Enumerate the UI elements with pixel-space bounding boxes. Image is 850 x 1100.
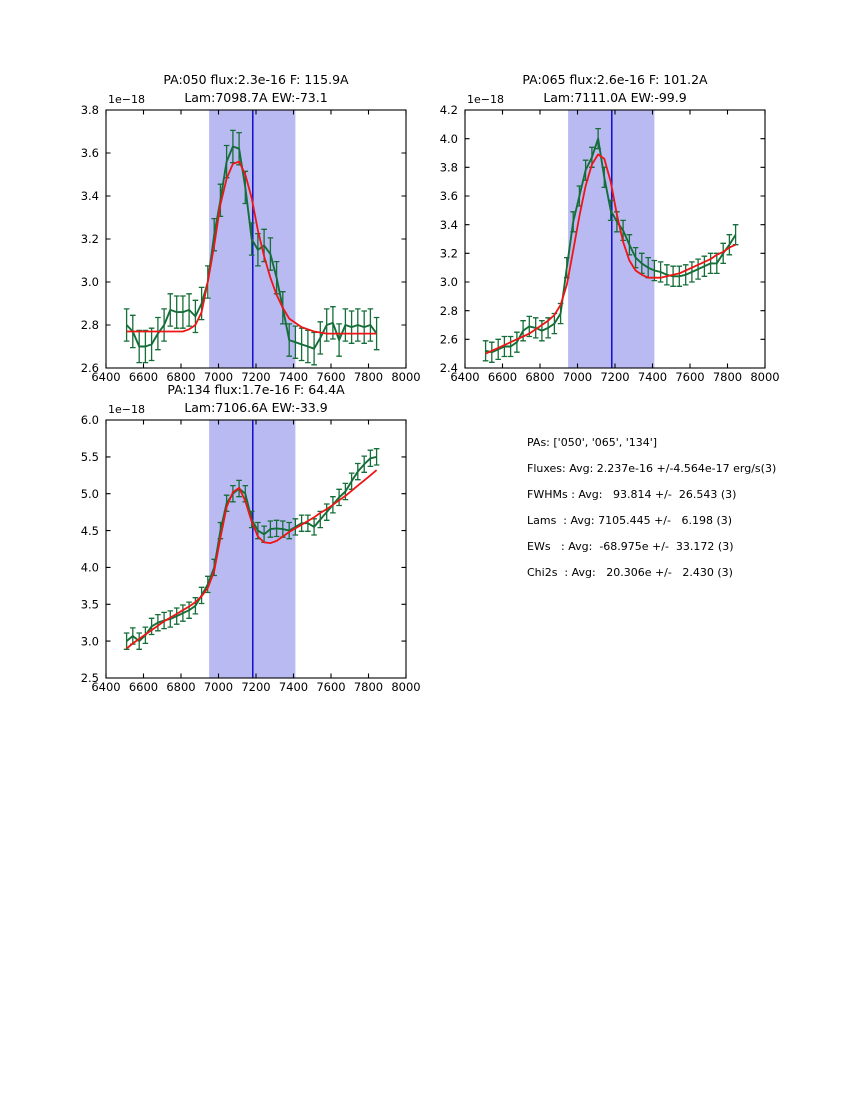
y-tick-label: 2.8	[439, 303, 458, 318]
x-tick-label: 7600	[316, 370, 346, 384]
plot3-title-line1: PA:134 flux:1.7e-16 F: 64.4A	[167, 382, 345, 397]
y-tick-label: 3.4	[439, 217, 458, 232]
stats-line-pas: PAs: ['050', '065', '134']	[527, 435, 658, 449]
plot2-title-line1: PA:065 flux:2.6e-16 F: 101.2A	[522, 72, 708, 87]
y-tick-label: 3.0	[80, 634, 99, 649]
y-tick-label: 2.8	[80, 318, 99, 333]
stats-line-chi2s: Chi2s : Avg: 20.306e +/- 2.430 (3)	[527, 565, 733, 579]
x-tick-label: 7000	[203, 680, 234, 694]
subplot-2	[440, 103, 780, 384]
x-tick-label: 6800	[525, 370, 555, 384]
y-tick-label: 2.5	[80, 671, 99, 686]
y-tick-label: 5.5	[80, 450, 99, 465]
plot2-title	[465, 71, 765, 106]
y-tick-label: 3.4	[80, 189, 99, 204]
plot3-title-line2: Lam:7106.6A EW:-33.9	[184, 399, 328, 415]
x-tick-label: 6800	[166, 370, 196, 384]
y-tick-label: 3.6	[80, 146, 99, 161]
plot2-title-line2: Lam:7111.0A EW:-99.9	[543, 89, 687, 105]
y-tick-label: 4.0	[439, 131, 458, 146]
y-tick-label: 3.2	[80, 232, 99, 247]
stats-line-fwhms: FWHMs : Avg: 93.814 +/- 26.543 (3)	[527, 487, 737, 501]
plot3-title	[106, 381, 406, 416]
subplot-1	[81, 103, 421, 384]
x-tick-label: 8000	[750, 370, 780, 384]
y-tick-label: 3.0	[80, 275, 99, 290]
x-tick-label: 7200	[600, 370, 630, 384]
x-tick-label: 7400	[278, 680, 309, 694]
x-tick-label: 6400	[91, 370, 121, 384]
x-tick-label: 6600	[128, 680, 159, 694]
y-tick-label: 2.4	[439, 361, 458, 376]
y-tick-label: 6.0	[80, 413, 99, 428]
x-tick-label: 6600	[487, 370, 518, 384]
subplot-3	[81, 413, 421, 694]
stats-line-lams: Lams : Avg: 7105.445 +/- 6.198 (3)	[527, 513, 733, 527]
y-tick-label: 5.0	[80, 486, 99, 501]
y-tick-label: 3.2	[439, 246, 458, 261]
stats-line-fluxes: Fluxes: Avg: 2.237e-16 +/-4.564e-17 erg/s(3)	[527, 461, 777, 475]
x-tick-label: 7400	[637, 370, 668, 384]
y-tick-label: 2.6	[439, 332, 458, 347]
x-tick-label: 7200	[241, 680, 271, 694]
y-tick-label: 3.5	[80, 597, 99, 612]
x-tick-label: 6600	[128, 370, 159, 384]
y-tick-label: 3.0	[439, 275, 458, 290]
x-tick-label: 6400	[450, 370, 480, 384]
y-tick-label: 3.6	[439, 189, 458, 204]
y-tick-label: 3.8	[80, 103, 99, 118]
y-tick-label: 4.2	[439, 103, 458, 118]
plot3-y-axis-offset-label: 1e−18	[108, 403, 145, 416]
plot1-title-line1: PA:050 flux:2.3e-16 F: 115.9A	[163, 72, 349, 87]
x-tick-label: 7600	[675, 370, 705, 384]
x-tick-label: 7400	[278, 370, 309, 384]
y-tick-label: 4.5	[80, 523, 99, 538]
x-tick-label: 7200	[241, 370, 271, 384]
plot2-y-axis-offset-label: 1e−18	[467, 93, 504, 106]
y-tick-label: 3.8	[439, 160, 458, 175]
x-tick-label: 7800	[353, 370, 384, 384]
x-tick-label: 7000	[203, 370, 234, 384]
x-tick-label: 7800	[712, 370, 743, 384]
y-tick-label: 2.6	[80, 361, 99, 376]
x-tick-label: 7600	[316, 680, 346, 694]
x-tick-label: 8000	[391, 370, 421, 384]
x-tick-label: 7000	[562, 370, 593, 384]
stats-line-ews: EWs : Avg: -68.975e +/- 33.172 (3)	[527, 539, 734, 553]
plot1-title-line2: Lam:7098.7A EW:-73.1	[184, 89, 328, 105]
plot1-y-axis-offset-label: 1e−18	[108, 93, 145, 106]
x-tick-label: 6800	[166, 680, 196, 694]
x-tick-label: 7800	[353, 680, 384, 694]
y-tick-label: 4.0	[80, 560, 99, 575]
x-tick-label: 6400	[91, 680, 121, 694]
stats-panel	[527, 429, 776, 585]
x-tick-label: 8000	[391, 680, 421, 694]
plot1-title	[106, 71, 406, 106]
